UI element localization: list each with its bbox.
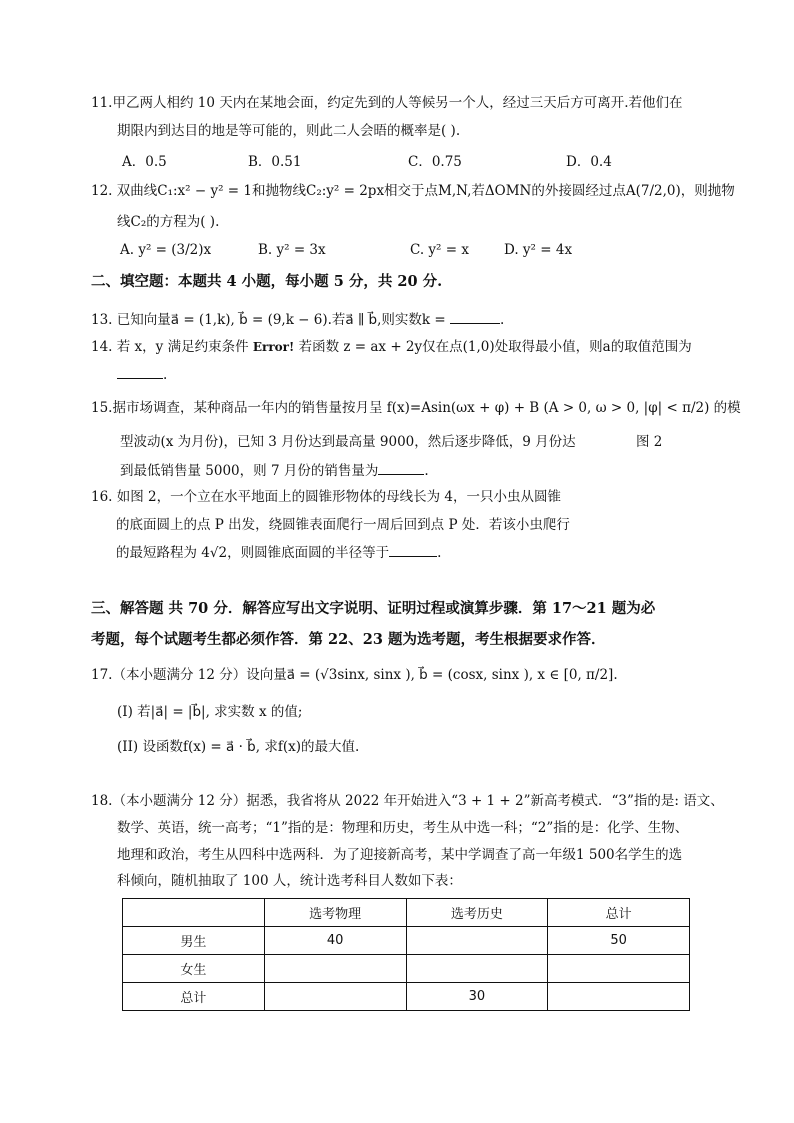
table-cell: 总计: [123, 983, 265, 1011]
table-cell: 女生: [123, 955, 265, 983]
q18-line3: 地理和政治，考生从四科中选两科．为了迎接新高考，某中学调查了高一年级1 500名学生的选: [117, 847, 683, 863]
table-cell: [264, 955, 406, 983]
table-row: [123, 983, 690, 1011]
q11-option-d: D．0.4: [566, 154, 612, 170]
q15-end: .: [424, 463, 429, 479]
q17-part1: (I) 若|a⃗| = |b⃗|, 求实数 x 的值;: [117, 704, 303, 720]
section2-heading: 二、填空题：本题共 4 小题，每小题 5 分，共 20 分.: [91, 273, 443, 290]
table-cell: 男生: [123, 927, 265, 955]
q11-line2: 期限内到达目的地是等可能的，则此二人会晤的概率是( ).: [117, 123, 461, 139]
q18-line4: 科倾向，随机抽取了 100 人，统计选考科目人数如下表：: [117, 873, 462, 889]
q14-end: .: [163, 367, 168, 383]
q12-option-c: C. y² = x: [410, 242, 469, 258]
q13-end: .: [499, 312, 505, 328]
q17-stem: 17.（本小题满分 12 分）设向量a⃗ = (√3sinx, sinx ), b⃗ = (cosx, sinx ), x ∈ [0, π/2].: [91, 667, 618, 683]
q11-option-b: B．0.51: [248, 154, 302, 170]
q16-line1: 16. 如图 2，一个立在水平地面上的圆锥形物体的母线长为 4，一只小虫从圆锥: [91, 489, 562, 505]
q17-part2: (II) 设函数f(x) = a⃗ · b⃗, 求f(x)的最大值.: [117, 739, 360, 755]
table-cell: [406, 927, 548, 955]
q12-option-b: B. y² = 3x: [258, 242, 326, 258]
table-cell: [548, 983, 690, 1011]
table-cell: [548, 955, 690, 983]
q16-answer-blank: [389, 542, 437, 557]
table-header-cell: 总计: [548, 899, 690, 927]
q15-line2: 型波动(x 为月份)，已知 3 月份达到最高量 9000，然后逐步降低，9 月份达: [120, 434, 576, 450]
q16-end: .: [437, 545, 442, 561]
table-row: [123, 927, 690, 955]
q12-option-d: D. y² = 4x: [504, 242, 573, 258]
table-cell: 30: [406, 983, 548, 1011]
q12-line2: 线C₂的方程为( ).: [117, 214, 220, 230]
q14-line2: [117, 364, 167, 385]
q13-text: 13. 已知向量a⃗ = (1,k), b⃗ = (9,k − 6).若a⃗ ∥ b⃗,则实数k =: [91, 312, 446, 328]
q12-option-a: A. y² = (3/2)x: [120, 242, 212, 258]
q18-line2: 数学、英语，统一高考；“1”指的是：物理和历史，考生从中选一科；“2”指的是：化学、生物、: [117, 820, 689, 836]
q13-line: [91, 309, 504, 330]
table-cell: [406, 955, 548, 983]
section3-heading-line2: 考题，每个试题考生都必须作答．第 22、23 题为选考题，考生根据要求作答．: [91, 631, 606, 648]
figure-2-caption: 图 2: [636, 434, 663, 450]
q18-table: [122, 898, 690, 1011]
q15-text: 到最低销售量 5000，则 7 月份的销售量为: [120, 463, 379, 479]
table-cell: [264, 983, 406, 1011]
q16-line2: 的底面圆上的点 P 出发，绕圆锥表面爬行一周后回到点 P 处．若该小虫爬行: [116, 517, 570, 533]
q13-answer-blank: [450, 309, 500, 324]
q14-text-a: 14. 若 x，y 满足约束条件: [91, 339, 249, 355]
table-row: [123, 955, 690, 983]
q11-line1: 11.甲乙两人相约 10 天内在某地会面，约定先到的人等候另一个人，经过三天后方可离开.若他们在: [91, 95, 683, 111]
q16-line3: [116, 542, 441, 563]
table-header-row: [123, 899, 690, 927]
table-header-cell: 选考物理: [264, 899, 406, 927]
q16-text: 的最短路程为 4√2，则圆锥底面圆的半径等于: [116, 545, 390, 561]
q14-error: Error!: [252, 340, 295, 354]
table-header-cell: [123, 899, 265, 927]
table-header-cell: 选考历史: [406, 899, 548, 927]
q14-text-b: 若函数 z = ax + 2y仅在点(1,0)处取得最小值，则a的取值范围为: [298, 339, 692, 355]
q15-answer-blank: [378, 460, 424, 475]
section3-heading-line1: 三、解答题 共 70 分．解答应写出文字说明、证明过程或演算步骤．第 17～21 题为必: [91, 600, 656, 617]
q18-line1: 18.（本小题满分 12 分）据悉，我省将从 2022 年开始进入“3 + 1 + 2”新高考模式．“3”指的是: 语文、: [91, 793, 724, 809]
table-cell: 40: [264, 927, 406, 955]
q15-line1: 15.据市场调查，某种商品一年内的销售量按月呈 f(x)=Asin(ωx + φ) + B (A > 0, ω > 0, |φ| < π/2) 的模: [91, 400, 741, 416]
q14-answer-blank: [117, 364, 163, 379]
q14-line1: [91, 337, 692, 357]
q15-line3: [120, 460, 429, 481]
q11-option-a: A．0.5: [122, 154, 167, 170]
table-cell: 50: [548, 927, 690, 955]
q11-option-c: C．0.75: [408, 154, 462, 170]
q12-line1: 12. 双曲线C₁:x² − y² = 1和抛物线C₂:y² = 2px相交于点M,N,若ΔOMN的外接圆经过点A(7/2,0)，则抛物: [91, 183, 735, 199]
